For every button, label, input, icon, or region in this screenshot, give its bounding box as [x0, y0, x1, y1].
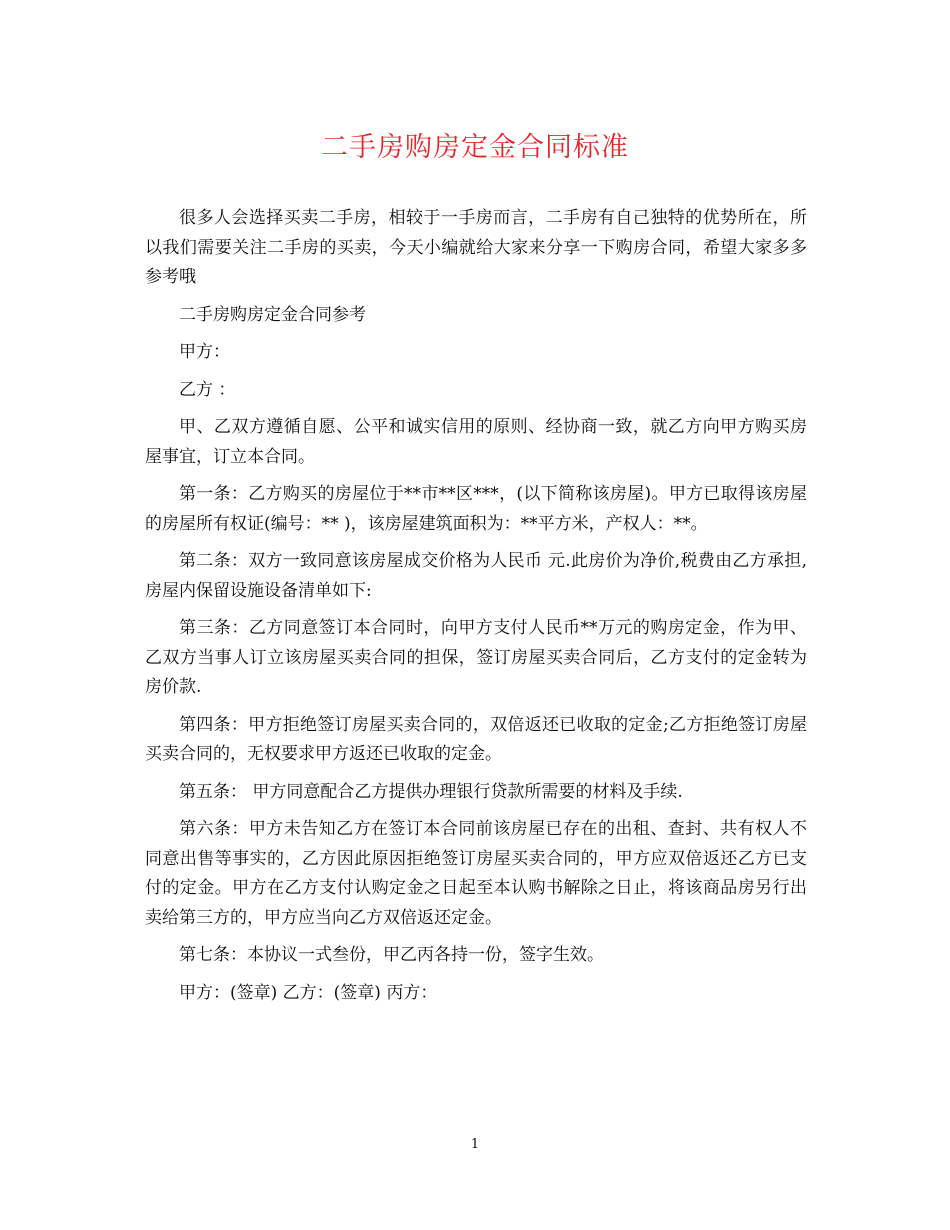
paragraph-article-2: 第二条：双方一致同意该房屋成交价格为人民币 元.此房价为净价,税费由乙方承担,房屋内保留设施设备清单如下: [145, 551, 807, 601]
paragraph-article-7: 第七条：本协议一式叁份，甲乙丙各持一份，签字生效。 [179, 945, 604, 965]
paragraph-article-1: 第一条：乙方购买的房屋位于**市**区***，(以下简称该房屋)。甲方已取得该房屋的房屋所有权证(编号：** )，该房屋建筑面积为：**平方米，产权人：**。 [145, 484, 807, 534]
paragraph-subtitle: 二手房购房定金合同参考 [179, 304, 366, 325]
paragraph-party-a: 甲方： [179, 342, 230, 362]
document-body [145, 204, 807, 1016]
paragraph-preamble: 甲、乙双方遵循自愿、公平和诚实信用的原则、经协商一致，就乙方向甲方购买房屋事宜，订立本合同。 [145, 417, 807, 467]
paragraph-signatures: 甲方：(签章) 乙方：(签章) 丙方： [179, 982, 438, 1003]
paragraph-article-4: 第四条：甲方拒绝签订房屋买卖合同的，双倍返还已收取的定金;乙方拒绝签订房屋买卖合同的，无权要求甲方返还已收取的定金。 [145, 714, 807, 764]
paragraph-party-b: 乙方 ： [179, 379, 236, 400]
page-number: 1 [470, 1137, 480, 1152]
paragraph-intro: 很多人会选择买卖二手房，相较于一手房而言，二手房有自己独特的优势所在，所以我们需要关注二手房的买卖，今天小编就给大家来分享一下购房合同，希望大家多多参考哦 [145, 208, 807, 287]
paragraph-article-3: 第三条：乙方同意签订本合同时，向甲方支付人民币**万元的购房定金，作为甲、乙双方当事人订立该房屋买卖合同的担保，签订房屋买卖合同后，乙方支付的定金转为房价款. [145, 618, 807, 697]
paragraph-article-6: 第六条：甲方未告知乙方在签订本合同前该房屋已存在的出租、查封、共有权人不同意出售等事实的，乙方因此原因拒绝签订房屋买卖合同的，甲方应双倍返还乙方已支付的定金。甲方在乙方支付认购定金之日起至本认购书解除之日止，将该商品房另行出卖给第三方的，甲方应当向乙方双倍返还定金。 [145, 819, 807, 928]
document-title: 二手房购房定金合同标准 [321, 132, 629, 163]
paragraph-article-5: 第五条： 甲方同意配合乙方提供办理银行贷款所需要的材料及手续. [179, 781, 683, 802]
